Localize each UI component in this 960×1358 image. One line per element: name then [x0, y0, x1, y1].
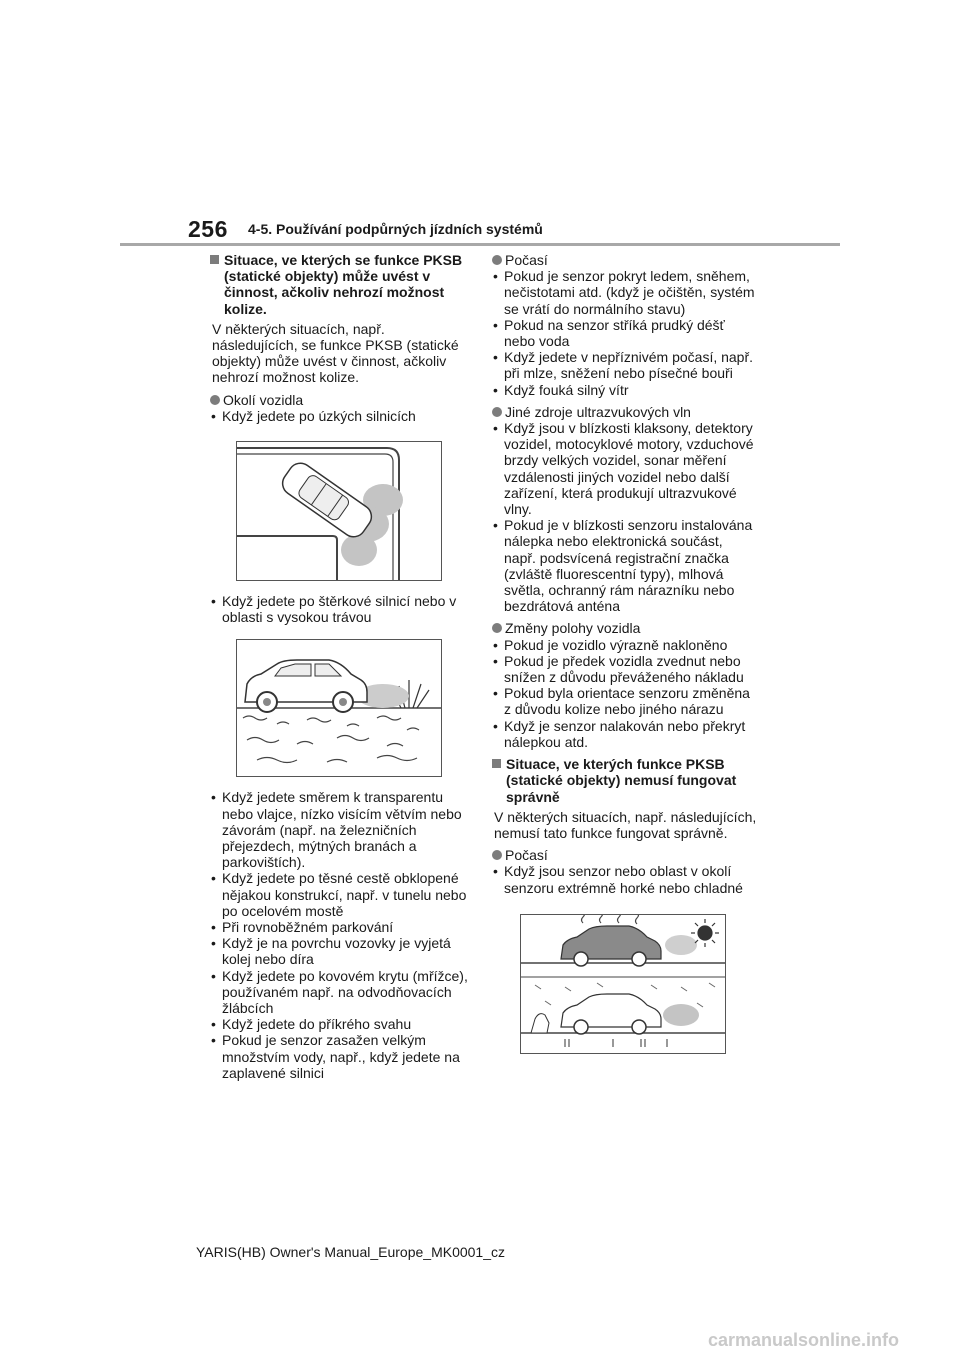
group-title	[492, 620, 757, 636]
list-item: • Když jedete v nepříznivém počasí, např. při mlze, sněžení nebo písečné bouři	[492, 349, 757, 381]
footer-text: YARIS(HB) Owner's Manual_Europe_MK0001_cz	[196, 1244, 505, 1260]
list-item: • Když jedete po těsné cestě obklopené nějakou konstrukcí, např. v tunelu nebo po ocelovém mostě	[210, 870, 472, 919]
section-heading	[492, 756, 757, 805]
weather-illustration	[520, 914, 726, 1054]
group-title-text: Počasí	[505, 847, 548, 864]
square-bullet-icon	[492, 759, 501, 768]
dot-bullet-icon	[492, 623, 502, 633]
group-title-text: Změny polohy vozidla	[505, 620, 641, 637]
group-title	[210, 392, 472, 408]
list-item: • Když jsou senzor nebo oblast v okolí senzoru extrémně horké nebo chladné	[492, 863, 757, 895]
page-number: 256	[188, 216, 228, 242]
bullet-list	[492, 420, 757, 614]
narrow-road-illustration	[236, 441, 442, 581]
list-item: • Když jedete po štěrkové silnicí nebo v oblasti s vysokou trávou	[210, 593, 472, 625]
dot-bullet-icon	[492, 255, 502, 265]
dot-bullet-icon	[492, 407, 502, 417]
list-item: • Pokud je předek vozidla zvednut nebo snížen z důvodu převáženého nákladu	[492, 653, 757, 685]
list-item: • Když je na povrchu vozovky je vyjetá kolej nebo díra	[210, 935, 472, 967]
list-item: • Když je senzor nalakován nebo překryt nálepkou atd.	[492, 718, 757, 750]
list-item: • Pokud je v blízkosti senzoru instalována nálepka nebo elektronická součást, např. podsvícená registrační značka (zvláště fluorescentní typy), mlhová světla, ochranný rám nárazníku nebo bezdrátová anténa	[492, 517, 757, 614]
list-item: • Když fouká silný vítr	[492, 382, 757, 398]
list-item: • Pokud je senzor pokryt ledem, sněhem, nečistotami atd. (když je očištěn, systém se vrátí do normálního stavu)	[492, 268, 757, 317]
section-heading	[210, 252, 472, 317]
bullet-list	[210, 593, 472, 625]
left-column	[210, 252, 472, 1087]
list-item: • Když jedete po kovovém krytu (mřížce), používaném např. na odvodňovacích žlábcích	[210, 968, 472, 1017]
header-divider	[120, 243, 840, 246]
list-item: • Pokud je vozidlo výrazně nakloněno	[492, 637, 757, 653]
bullet-list	[492, 637, 757, 750]
group-title-text: Počasí	[505, 252, 548, 268]
intro-paragraph: V některých situacích, např. následujících, nemusí tato funkce fungovat správně.	[494, 808, 757, 841]
group-title-text: Okolí vozidla	[223, 391, 304, 408]
group-title	[492, 847, 757, 863]
group-title	[492, 404, 757, 420]
list-item: • Při rovnoběžném parkování	[210, 919, 472, 935]
list-item: • Když jsou v blízkosti klaksony, detektory vozidel, motocyklové motory, vzduchové brzdy velkých vozidel, sonar měření vzdálenosti jiných vozidel nebo další zařízení, která produkují ultrazvukové vlny.	[492, 420, 757, 517]
bullet-list	[210, 408, 472, 424]
heading-text: Situace, ve kterých se funkce PKSB (statické objekty) může uvést v činnost, ačkoliv nehrozí možnost kolize.	[224, 252, 463, 317]
dot-bullet-icon	[210, 395, 220, 405]
bullet-list	[492, 863, 757, 895]
group-title	[492, 252, 757, 268]
list-item: • Pokud je senzor zasažen velkým množstvím vody, např., když jedete na zaplavené silnici	[210, 1032, 472, 1081]
dot-bullet-icon	[492, 850, 502, 860]
group-title-text: Jiné zdroje ultrazvukových vln	[505, 403, 691, 420]
list-item: • Když jedete po úzkých silnicích	[210, 408, 472, 424]
right-column	[492, 252, 757, 1054]
watermark: carmanualsonline.info	[708, 1330, 900, 1350]
list-item: • Když jedete do příkrého svahu	[210, 1016, 472, 1032]
heading-text: Situace, ve kterých funkce PKSB (statické objekty) nemusí fungovat správně	[506, 756, 737, 805]
list-item: • Když jedete směrem k transparentu nebo vlajce, nízko visícím větvím nebo závorám (např. na železničních přejezdech, mýtných branách a parkovištích).	[210, 789, 472, 870]
gravel-road-illustration	[236, 639, 442, 777]
intro-paragraph: V některých situacích, např. následujících, se funkce PKSB (statické objekty) může uvést v činnost, ačkoliv nehrozí možnost kolize.	[212, 320, 459, 386]
list-item: • Pokud na senzor stříká prudký déšť nebo voda	[492, 317, 757, 349]
bullet-list	[492, 268, 757, 398]
section-title: 4-5. Používání podpůrných jízdních systémů	[248, 221, 543, 237]
square-bullet-icon	[210, 255, 219, 264]
list-item: • Pokud byla orientace senzoru změněna z důvodu kolize nebo jiného nárazu	[492, 685, 757, 717]
bullet-list	[210, 789, 472, 1081]
